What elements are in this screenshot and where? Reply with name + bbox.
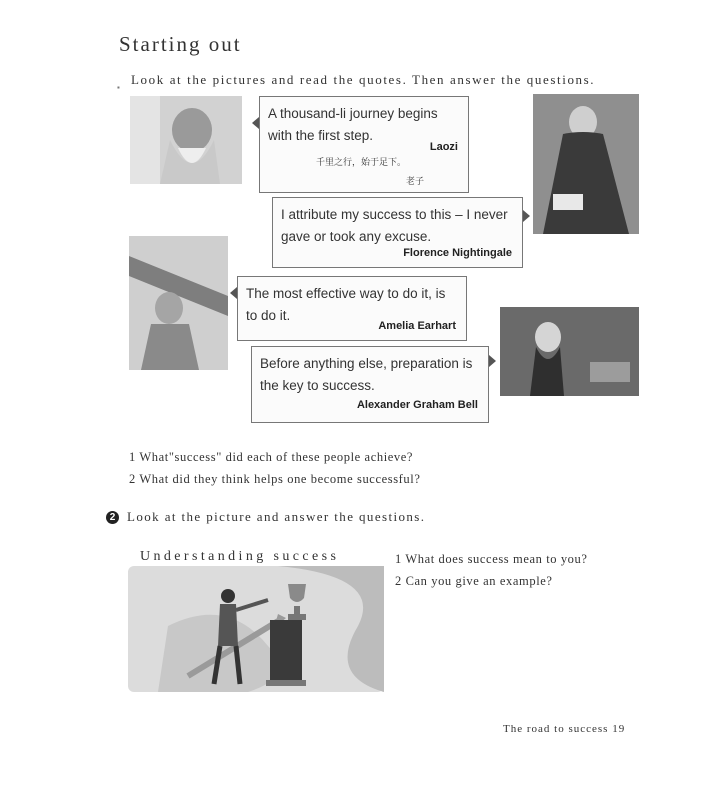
- success-illustration-image: [128, 566, 384, 692]
- exercise-number-badge: 2: [106, 511, 119, 524]
- picture-caption: Understanding success: [140, 549, 340, 564]
- nightingale-portrait-image: [533, 94, 639, 234]
- instruction-1: Look at the pictures and read the quotes. Then answer the questions.: [131, 72, 596, 87]
- quote-text-line: the key to success.: [260, 378, 375, 393]
- quote-text-line: with the first step.: [268, 128, 374, 143]
- section-title: Starting out: [119, 32, 242, 56]
- quote-box-bell: [251, 346, 489, 423]
- instruction-2: Look at the picture and answer the questions.: [127, 509, 426, 524]
- earhart-photo: [129, 236, 228, 370]
- question-1-1: 1 What"success" did each of these people achieve?: [129, 450, 414, 464]
- success-illustration: [128, 566, 384, 692]
- bell-portrait-image: [500, 307, 639, 396]
- quote-author: Florence Nightingale: [403, 247, 512, 259]
- nightingale-portrait: [533, 94, 639, 234]
- quote-author: Alexander Graham Bell: [356, 399, 478, 411]
- quote-text-line: The most effective way to do it, is: [246, 286, 446, 301]
- quote-text-line: to do it.: [246, 308, 291, 323]
- question-1-2: 2 What did they think helps one become successful?: [129, 472, 421, 486]
- question-2-1: 1 What does success mean to you?: [395, 552, 588, 566]
- quote-author: Laozi: [429, 141, 458, 153]
- quote-text-line: Before anything else, preparation is: [260, 356, 473, 371]
- laozi-portrait-image: [130, 96, 242, 184]
- question-2-2: 2 Can you give an example?: [395, 574, 553, 588]
- quote-box-earhart: [237, 276, 467, 341]
- marker-glyph: ▪: [117, 83, 120, 92]
- earhart-photo-image: [129, 236, 228, 370]
- quote-author: Amelia Earhart: [378, 320, 456, 332]
- chinese-quote: 千里之行，始于足下。: [316, 158, 407, 168]
- quote-box-nightingale: [272, 197, 523, 268]
- quote-text-line: I attribute my success to this – I never: [281, 207, 508, 222]
- quote-text-line: gave or took any excuse.: [281, 229, 432, 244]
- quote-box-laozi: [259, 96, 469, 193]
- quote-text-line: A thousand-li journey begins: [268, 106, 438, 121]
- bell-portrait: [500, 307, 639, 396]
- page-footer: The road to success 19: [503, 723, 626, 735]
- chinese-author: 老子: [406, 177, 425, 187]
- laozi-portrait: [130, 96, 242, 184]
